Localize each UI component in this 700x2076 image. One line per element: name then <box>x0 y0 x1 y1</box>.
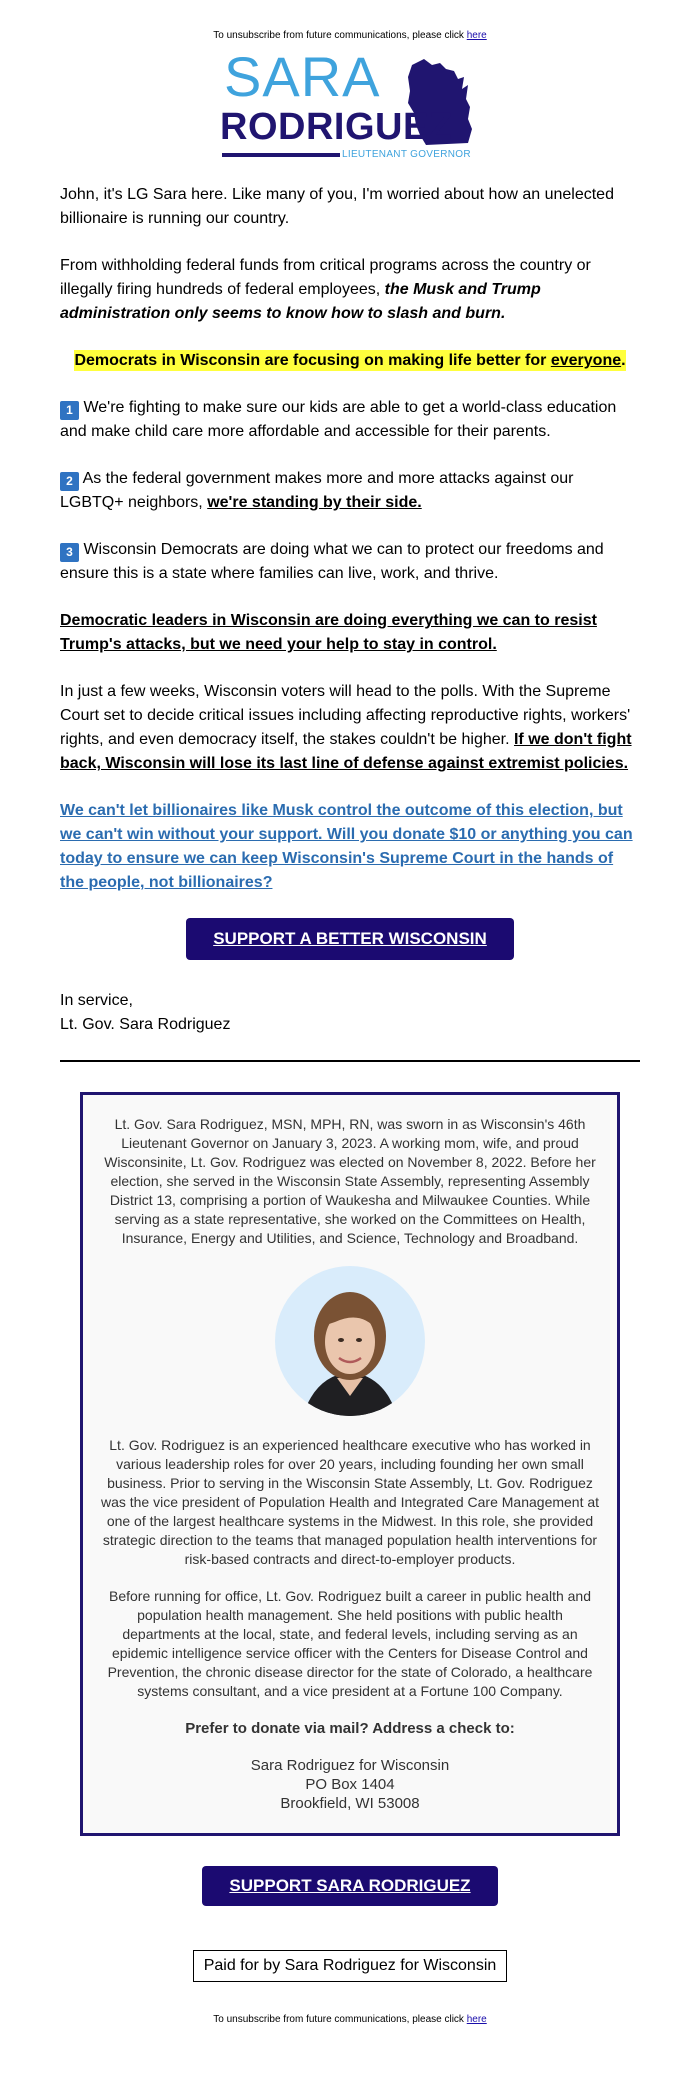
keycap-two-icon: 2 <box>60 472 79 491</box>
bio-paragraph: Lt. Gov. Sara Rodriguez, MSN, MPH, RN, was sworn in as Wisconsin's 46th Lieutenant Governor on January 3, 2023. A working mom, wife, and proud Wisconsinite, Lt. Gov. Rodriguez was elected on November 8, 2022. Before her election, she served in the Wisconsin State Assembly, representing Assembly District 13, comprising a portion of Waukesha and Milwaukee Counties. While serving as a state representative, she worked on the Committees on Health, Insurance, Energy and Utilities, and Science, Technology and Broadband. <box>104 1116 596 1246</box>
logo-last-name: RODRIGUEZ <box>220 106 453 148</box>
unsubscribe-notice: To unsubscribe from future communications, please click here <box>213 30 487 41</box>
highlighted-statement: Democrats in Wisconsin are focusing on making life better for everyone. <box>74 352 626 369</box>
logo-subtitle: LIEUTENANT GOVERNOR <box>342 149 471 160</box>
highlight-paragraph <box>60 349 640 373</box>
signoff-line: In service, <box>60 992 133 1009</box>
bio-paragraph: Before running for office, Lt. Gov. Rodriguez built a career in public health and population health management. She held positions with public health departments at the local, state, and federal levels, including serving as an epidemic intelligence service officer with the Centers for Disease Control and Prevention, the chronic disease director for the state of Colorado, a healthcare systems consultant, and a vice president at a Fortune 100 Company. <box>107 1588 593 1699</box>
signature <box>0 989 700 1037</box>
unsubscribe-link[interactable]: here <box>466 30 487 41</box>
list-item: 2 As the federal government makes more and more attacks against our LGBTQ+ neighbors, we're standing by their side. <box>60 470 574 511</box>
email-body <box>0 183 700 895</box>
logo-first-name: SARA <box>224 45 381 108</box>
paid-for-disclaimer: Paid for by Sara Rodriguez for Wisconsin <box>193 1950 507 1982</box>
keycap-three-icon: 3 <box>60 543 79 562</box>
leaders-paragraph: Democratic leaders in Wisconsin are doing everything we can to resist Trump's attacks, but we need your help to stay in control. <box>60 612 597 653</box>
bio-box <box>80 1092 620 1836</box>
unsubscribe-notice-bottom: To unsubscribe from future communications, please click here <box>213 2014 487 2025</box>
signoff-name: Lt. Gov. Sara Rodriguez <box>60 1016 231 1033</box>
funds-paragraph: From withholding federal funds from critical programs across the country or illegally firing hundreds of federal employees, the Musk and Trump administration only seems to know how to slash and burn. <box>60 257 591 322</box>
donate-ask-link[interactable]: We can't let billionaires like Musk control the outcome of this election, but we can't win without your support. Will you donate $10 or anything you can today to ensure we can keep Wisconsin's Supreme Court in the hands of the people, not billionaires? <box>60 802 633 891</box>
list-item: 1 We're fighting to make sure our kids are able to get a world-class education and make child care more affordable and accessible for their parents. <box>60 399 617 440</box>
mail-donation-heading: Prefer to donate via mail? Address a check to: <box>185 1720 515 1737</box>
divider <box>60 1060 640 1062</box>
campaign-logo <box>220 45 480 161</box>
donation-ask <box>60 799 640 895</box>
support-sara-rodriguez-button[interactable]: SUPPORT SARA RODRIGUEZ <box>202 1866 498 1906</box>
mailing-address: Sara Rodriguez for Wisconsin PO Box 1404 Brookfield, WI 53008 <box>250 1757 450 1812</box>
logo-underline <box>222 153 340 157</box>
support-better-wisconsin-button[interactable]: SUPPORT A BETTER WISCONSIN <box>186 918 514 960</box>
keycap-one-icon: 1 <box>60 401 79 420</box>
list-item: 3 Wisconsin Democrats are doing what we can to protect our freedoms and ensure this is a state where families can live, work, and thrive. <box>60 541 604 582</box>
intro-paragraph: John, it's LG Sara here. Like many of you, I'm worried about how an unelected billionaire is running our country. <box>60 186 614 227</box>
bio-paragraph: Lt. Gov. Rodriguez is an experienced healthcare executive who has worked in various leadership roles for over 20 years, including founding her own small business. Prior to serving in the Wisconsin State Assembly, Lt. Gov. Rodriguez was the vice president of Population Health and Integrated Care Management at one of the largest healthcare systems in the Midwest. In this role, she provided strategic direction to the teams that managed population health interventions for risk-based contracts and direct-to-employer products. <box>100 1437 600 1567</box>
unsubscribe-link-bottom[interactable]: here <box>466 2014 487 2025</box>
polls-paragraph: In just a few weeks, Wisconsin voters will head to the polls. With the Supreme Court set to decide critical issues including affecting reproductive rights, workers' rights, and even democracy itself, the stakes couldn't be higher. If we don't fight back, Wisconsin will lose its last line of defense against extremist policies. <box>60 683 632 772</box>
candidate-photo <box>275 1266 425 1416</box>
